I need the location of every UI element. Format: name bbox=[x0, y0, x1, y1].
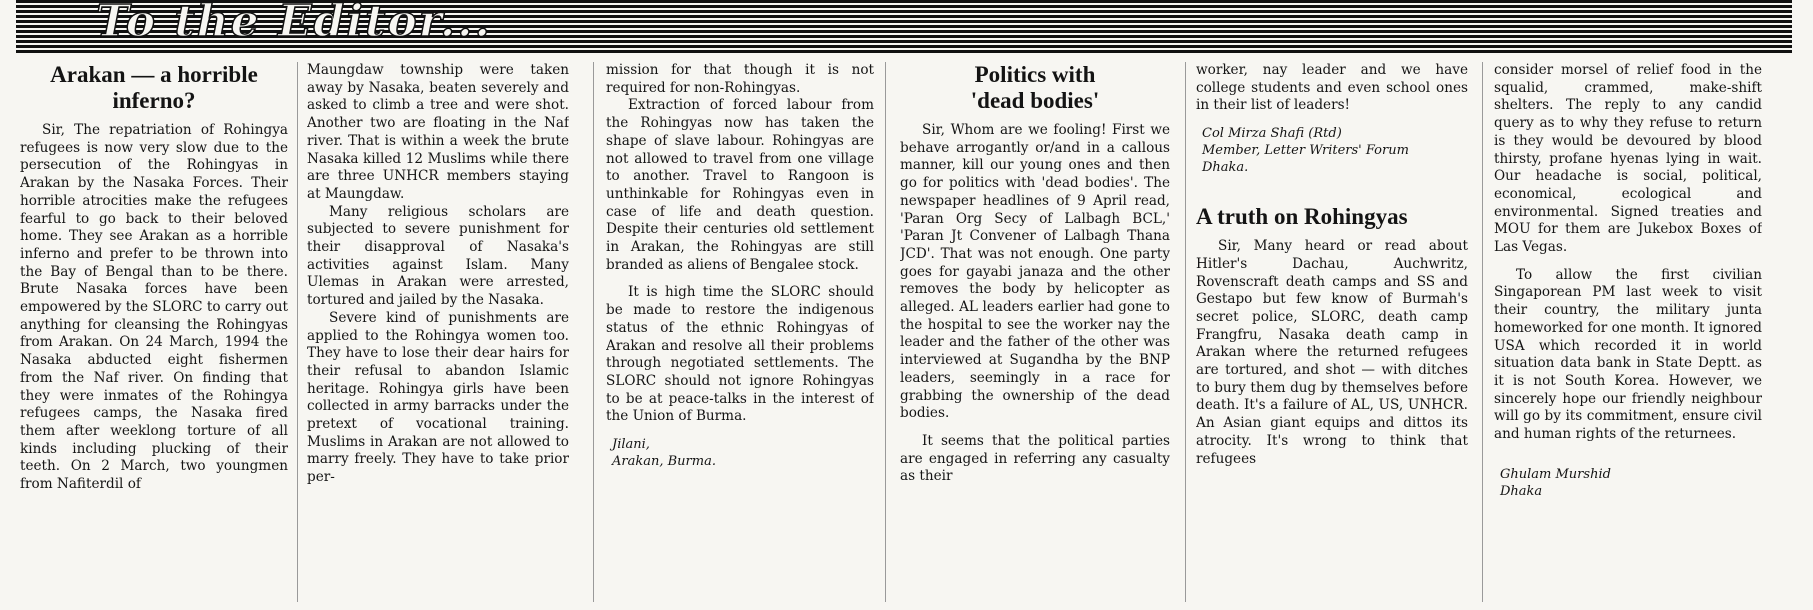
letter2-body-col4-p1: Sir, Whom are we fooling! First we behave arrogantly or/and in a callous manner, kill our young ones and then go for politics with 'dead bodies'. The newspaper headlines of 9 April read, 'Paran Org Secy of Lalbagh BCL,' 'Paran Jt Convener of Lalbagh Thana JCD'. That was not enough. One party goes for gayabi janaza and the other removes the body by helicopter as alleged. AL leaders earlier had gone to the hospital to see the worker nay the leader and the father of the other was interviewed at Sugandha by the BNP leaders, seemingly in a race for grabbing the ownership of the dead bodies. bbox=[900, 122, 1170, 422]
letter1-body-col2-p3: Severe kind of punishments are applied to the Rohingya women too. They have to lose their dear hairs for their refusal to abandon Islamic heritage. Rohingya girls have been collected in army barracks under the pretext of vocational training. Muslims in Arakan are not allowed to marry freely. They have to take prior per- bbox=[307, 309, 569, 486]
column-6 bbox=[1494, 62, 1762, 602]
letter2-signature-name: Col Mirza Shafi (Rtd) bbox=[1202, 126, 1342, 142]
letter3-signature-name: Ghulam Murshid bbox=[1500, 466, 1611, 482]
letter2-headline-line2: 'dead bodies' bbox=[970, 88, 1100, 113]
letter3-signature-place: Dhaka bbox=[1500, 483, 1543, 499]
letter1-signature-name: Jilani, bbox=[612, 437, 650, 453]
letter3-body-col6-p1: consider morsel of relief food in the squalid, crammed, make-shift shelters. The reply to any candid query as to why they refuse to return is they would be devoured by blood thirsty, profane hyenas lying in wait. Our headache is social, political, economical, ecological and environmental. Signed treaties and MOU for them are Jukebox Boxes of Las Vegas. bbox=[1494, 62, 1762, 256]
letter1-body-col2-p2: Many religious scholars are subjected to severe punishment for their disapproval of Nasaka's activities against Islam. Many Ulemas in Arakan were arrested, tortured and jailed by the Nasaka. bbox=[307, 203, 569, 309]
column-divider bbox=[1185, 62, 1186, 602]
letter2-headline-line1: Politics with bbox=[974, 62, 1096, 87]
letter2-body-col5-p1: worker, nay leader and we have college students and even school ones in their list of leaders! bbox=[1196, 62, 1468, 114]
column-4 bbox=[900, 62, 1170, 602]
letter2-headline bbox=[900, 62, 1170, 114]
letter2-signature-place: Dhaka. bbox=[1202, 160, 1249, 176]
letter1-body-col3-p2: Extraction of forced labour from the Rohingyas now has taken the shape of slave labour. Rohingyas are not allowed to travel from one village to another. Travel to Rangoon is unthinkable for Rohingyas even in case of life and death question. Despite their centuries old settlement in Arakan, the Rohingyas are still branded as aliens of Bengalee stock. bbox=[606, 97, 874, 273]
letter1-signature-place: Arakan, Burma. bbox=[612, 454, 716, 470]
column-divider bbox=[885, 62, 886, 602]
letter1-body-col3-p1: mission for that though it is not required for non-Rohingyas. bbox=[606, 62, 874, 96]
column-divider bbox=[1482, 62, 1483, 602]
column-3 bbox=[606, 62, 874, 602]
letter2-signature-title: Member, Letter Writers' Forum bbox=[1202, 143, 1409, 159]
letter3-body-col5-p1: Sir, Many heard or read about Hitler's Dachau, Auchwritz, Rovenscraft death camps and SS and Gestapo but few know of Burmah's secret police, SLORC, death camp Frangfru, Nasaka death camp in Arakan where the returned refugees are tortured, and shot — with ditches to bury them dug by themselves before death. It's a failure of AL, US, UNHCR. An Asian giant equips and dittos its atrocity. It's wrong to think that refugees bbox=[1196, 238, 1468, 467]
letter2-body-col4-p2: It seems that the political parties are engaged in referring any casualty as their bbox=[900, 432, 1170, 485]
column-1 bbox=[20, 62, 288, 602]
letter3-headline: A truth on Rohingyas bbox=[1196, 204, 1408, 230]
column-5 bbox=[1196, 62, 1468, 602]
letter1-body-col1: Sir, The repatriation of Rohingya refugees is now very slow due to the persecution of the Rohingyas in Arakan by the Nasaka Forces. Their horrible atrocities make the refugees fearful to go back to their beloved home. They see Arakan as a horrible inferno and prefer to be thrown into the Bay of Bengal than to be there. Brute Nasaka forces have been empowered by the SLORC to carry out anything for cleansing the Rohingyas from Arakan. On 24 March, 1994 the Nasaka abducted eight fishermen from the Naf river. On finding that they were inmates of the Rohingya refugees camps, the Nasaka fired them after weeklong torture of all kinds including plucking of their teeth. On 2 March, two youngmen from Nafiterdil of bbox=[20, 122, 288, 493]
letter3-body-col6-p2: To allow the first civilian Singaporean PM last week to visit their country, the military junta homeworked for one month. It ignored USA which recorded it in world situation data bank in State Deptt. as it is not South Korea. However, we sincerely hope our friendly neighbour will go by its commitment, ensure civil and human rights of the returnees. bbox=[1494, 266, 1762, 443]
column-divider bbox=[297, 62, 298, 602]
letter1-body-col2-p1: Maungdaw township were taken away by Nasaka, beaten severely and asked to climb a tree and were shot. Another two are floating in the Naf river. That is within a week the brute Nasaka killed 12 Muslims while there are three UNHCR members staying at Maungdaw. bbox=[307, 62, 569, 202]
letter1-body-col3-p3: It is high time the SLORC should be made to restore the indigenous status of the ethnic Rohingyas of Arakan and resolve all their problems through negotiated settlements. The SLORC should not ignore Rohingyas to be at peace-talks in the interest of the Union of Burma. bbox=[606, 284, 874, 425]
letter1-headline: Arakan — a horrible inferno? bbox=[50, 62, 258, 113]
column-divider bbox=[593, 62, 594, 602]
section-banner bbox=[16, 0, 1792, 53]
column-2 bbox=[307, 62, 569, 602]
banner-title: To the Editor... bbox=[96, 0, 492, 47]
